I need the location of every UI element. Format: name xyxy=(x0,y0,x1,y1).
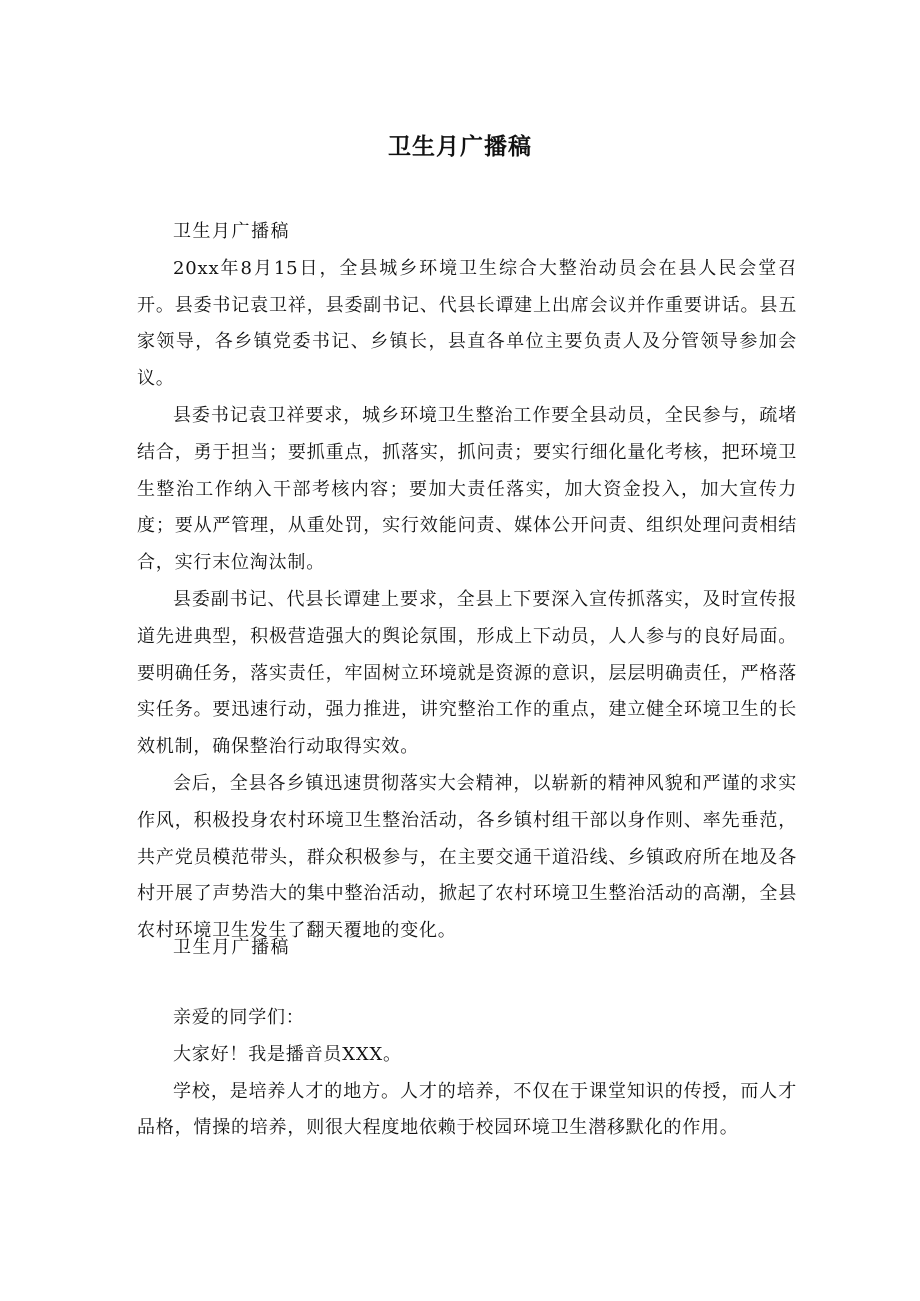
paragraph: 会后，全县各乡镇迅速贯彻落实大会精神，以崭新的精神风貌和严谨的求实作风，积极投身农村环境卫生整治活动，各乡镇村组干部以身作则、率先垂范，共产党员模范带头，群众积极参与，在主要交通干道沿线、乡镇政府所在地及各村开展了声势浩大的集中整治活动，掀起了农村环境卫生整治活动的高潮，全县农村环境卫生发生了翻天覆地的变化。 xyxy=(137,772,797,942)
section-heading: 卫生月广播稿 xyxy=(173,937,290,958)
paragraph: 县委副书记、代县长谭建上要求，全县上下要深入宣传抓落实，及时宣传报道先进典型，积极营造强大的舆论氛围，形成上下动员，人人参与的良好局面。要明确任务，落实责任，牢固树立环境就是资源的意识，层层明确责任，严格落实任务。要迅速行动，强力推进，讲究整治工作的重点，建立健全环境卫生的长效机制，确保整治行动取得实效。 xyxy=(137,588,797,758)
intro-line: 大家好！我是播音员XXX。 xyxy=(173,1043,402,1065)
section-second-heading xyxy=(137,930,797,967)
section-county-meeting xyxy=(137,214,797,950)
greeting: 亲爱的同学们： xyxy=(173,1007,305,1028)
paragraph: 县委书记袁卫祥要求，城乡环境卫生整治工作要全县动员，全民参与，疏堵结合，勇于担当；要抓重点，抓落实，抓问责；要实行细化量化考核，把环境卫生整治工作纳入干部考核内容；要加大责任落实，加大资金投入，加大宣传力度；要从严管理，从重处罚，实行效能问责、媒体公开问责、组织处理问责相结合，实行末位淘汰制。 xyxy=(137,404,797,574)
section-heading: 卫生月广播稿 xyxy=(173,221,290,242)
paragraph: 20xx年8月15日，全县城乡环境卫生综合大整治动员会在县人民会堂召开。县委书记袁卫祥，县委副书记、代县长谭建上出席会议并作重要讲话。县五家领导，各乡镇党委书记、乡镇长，县直各单位主要负责人及分管领导参加会议。 xyxy=(137,257,797,390)
page-title: 卫生月广播稿 xyxy=(388,134,532,161)
section-school-broadcast xyxy=(137,1000,797,1147)
paragraph: 学校，是培养人才的地方。人才的培养，不仅在于课堂知识的传授，而人才品格，情操的培养，则很大程度地依赖于校园环境卫生潜移默化的作用。 xyxy=(137,1080,797,1139)
